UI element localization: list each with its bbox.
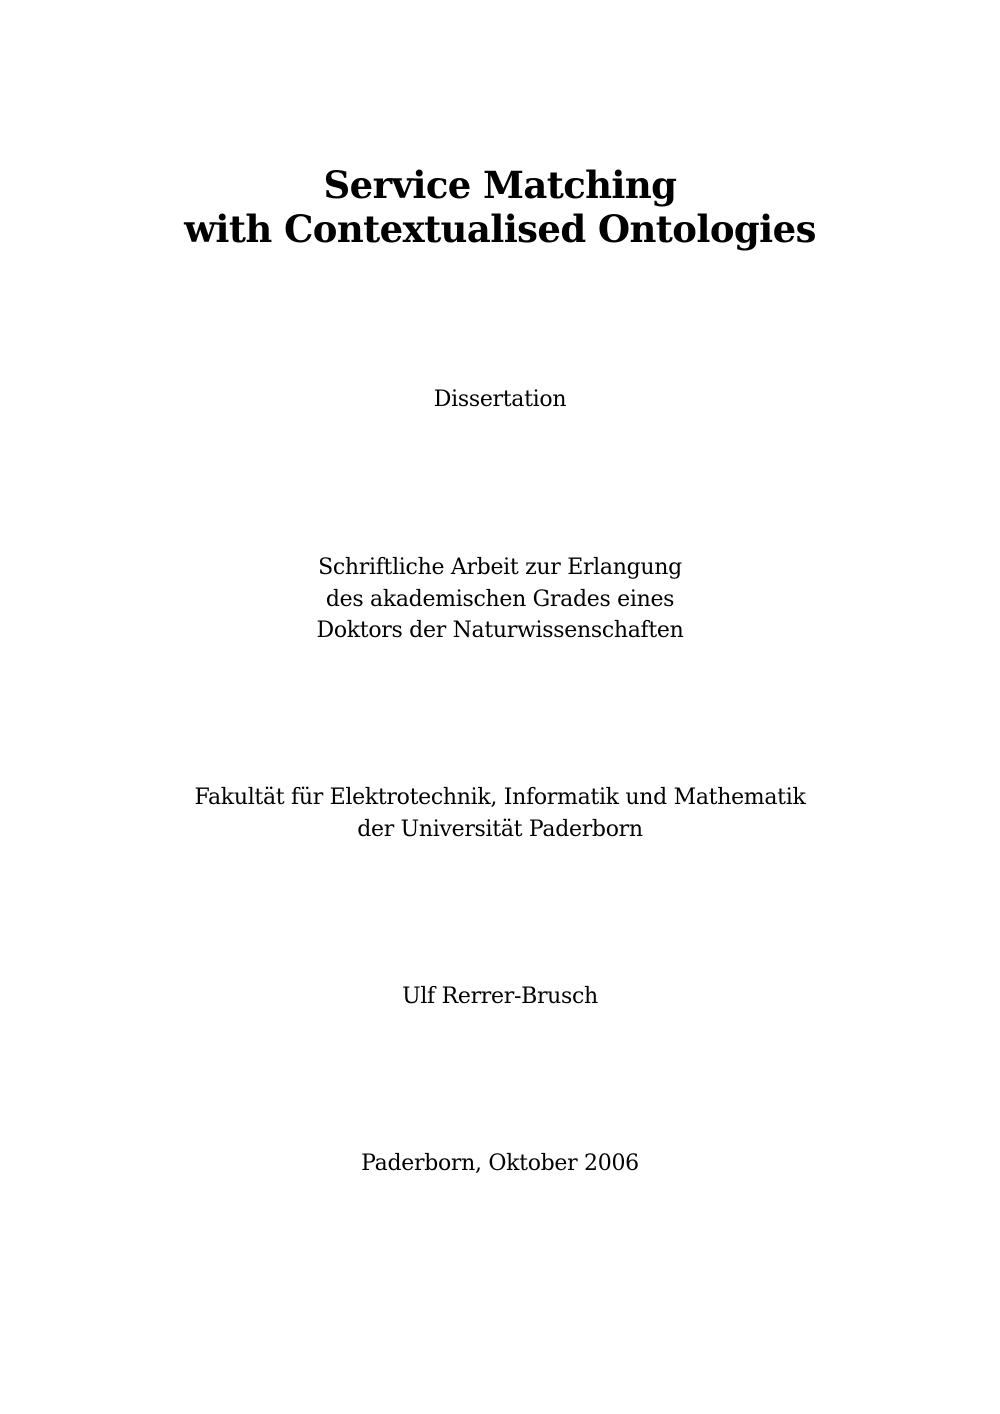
place-and-date [0,1148,1000,1180]
faculty-line-2: der Universität Paderborn [357,816,643,842]
place-date-label: Paderborn, Oktober 2006 [361,1151,639,1176]
document-type-label: Dissertation [433,387,567,412]
purpose-line-3: Doktors der Naturwissenschaften [316,618,684,643]
faculty-affiliation [0,782,1000,845]
purpose-line-2: des akademischen Grades eines [325,586,675,612]
author-label: Ulf Rerrer-Brusch [402,984,598,1009]
author-name [0,981,1000,1013]
purpose-line-1: Schriftliche Arbeit zur Erlangung [318,555,682,580]
title-line-1: Service Matching [323,163,677,207]
title-line-2: with Contextualised Ontologies [184,207,816,251]
thesis-purpose [0,552,1000,647]
document-type [0,384,1000,416]
document-title [0,163,1000,251]
faculty-line-1: Fakultät für Elektrotechnik, Informatik und Mathematik [194,785,806,810]
